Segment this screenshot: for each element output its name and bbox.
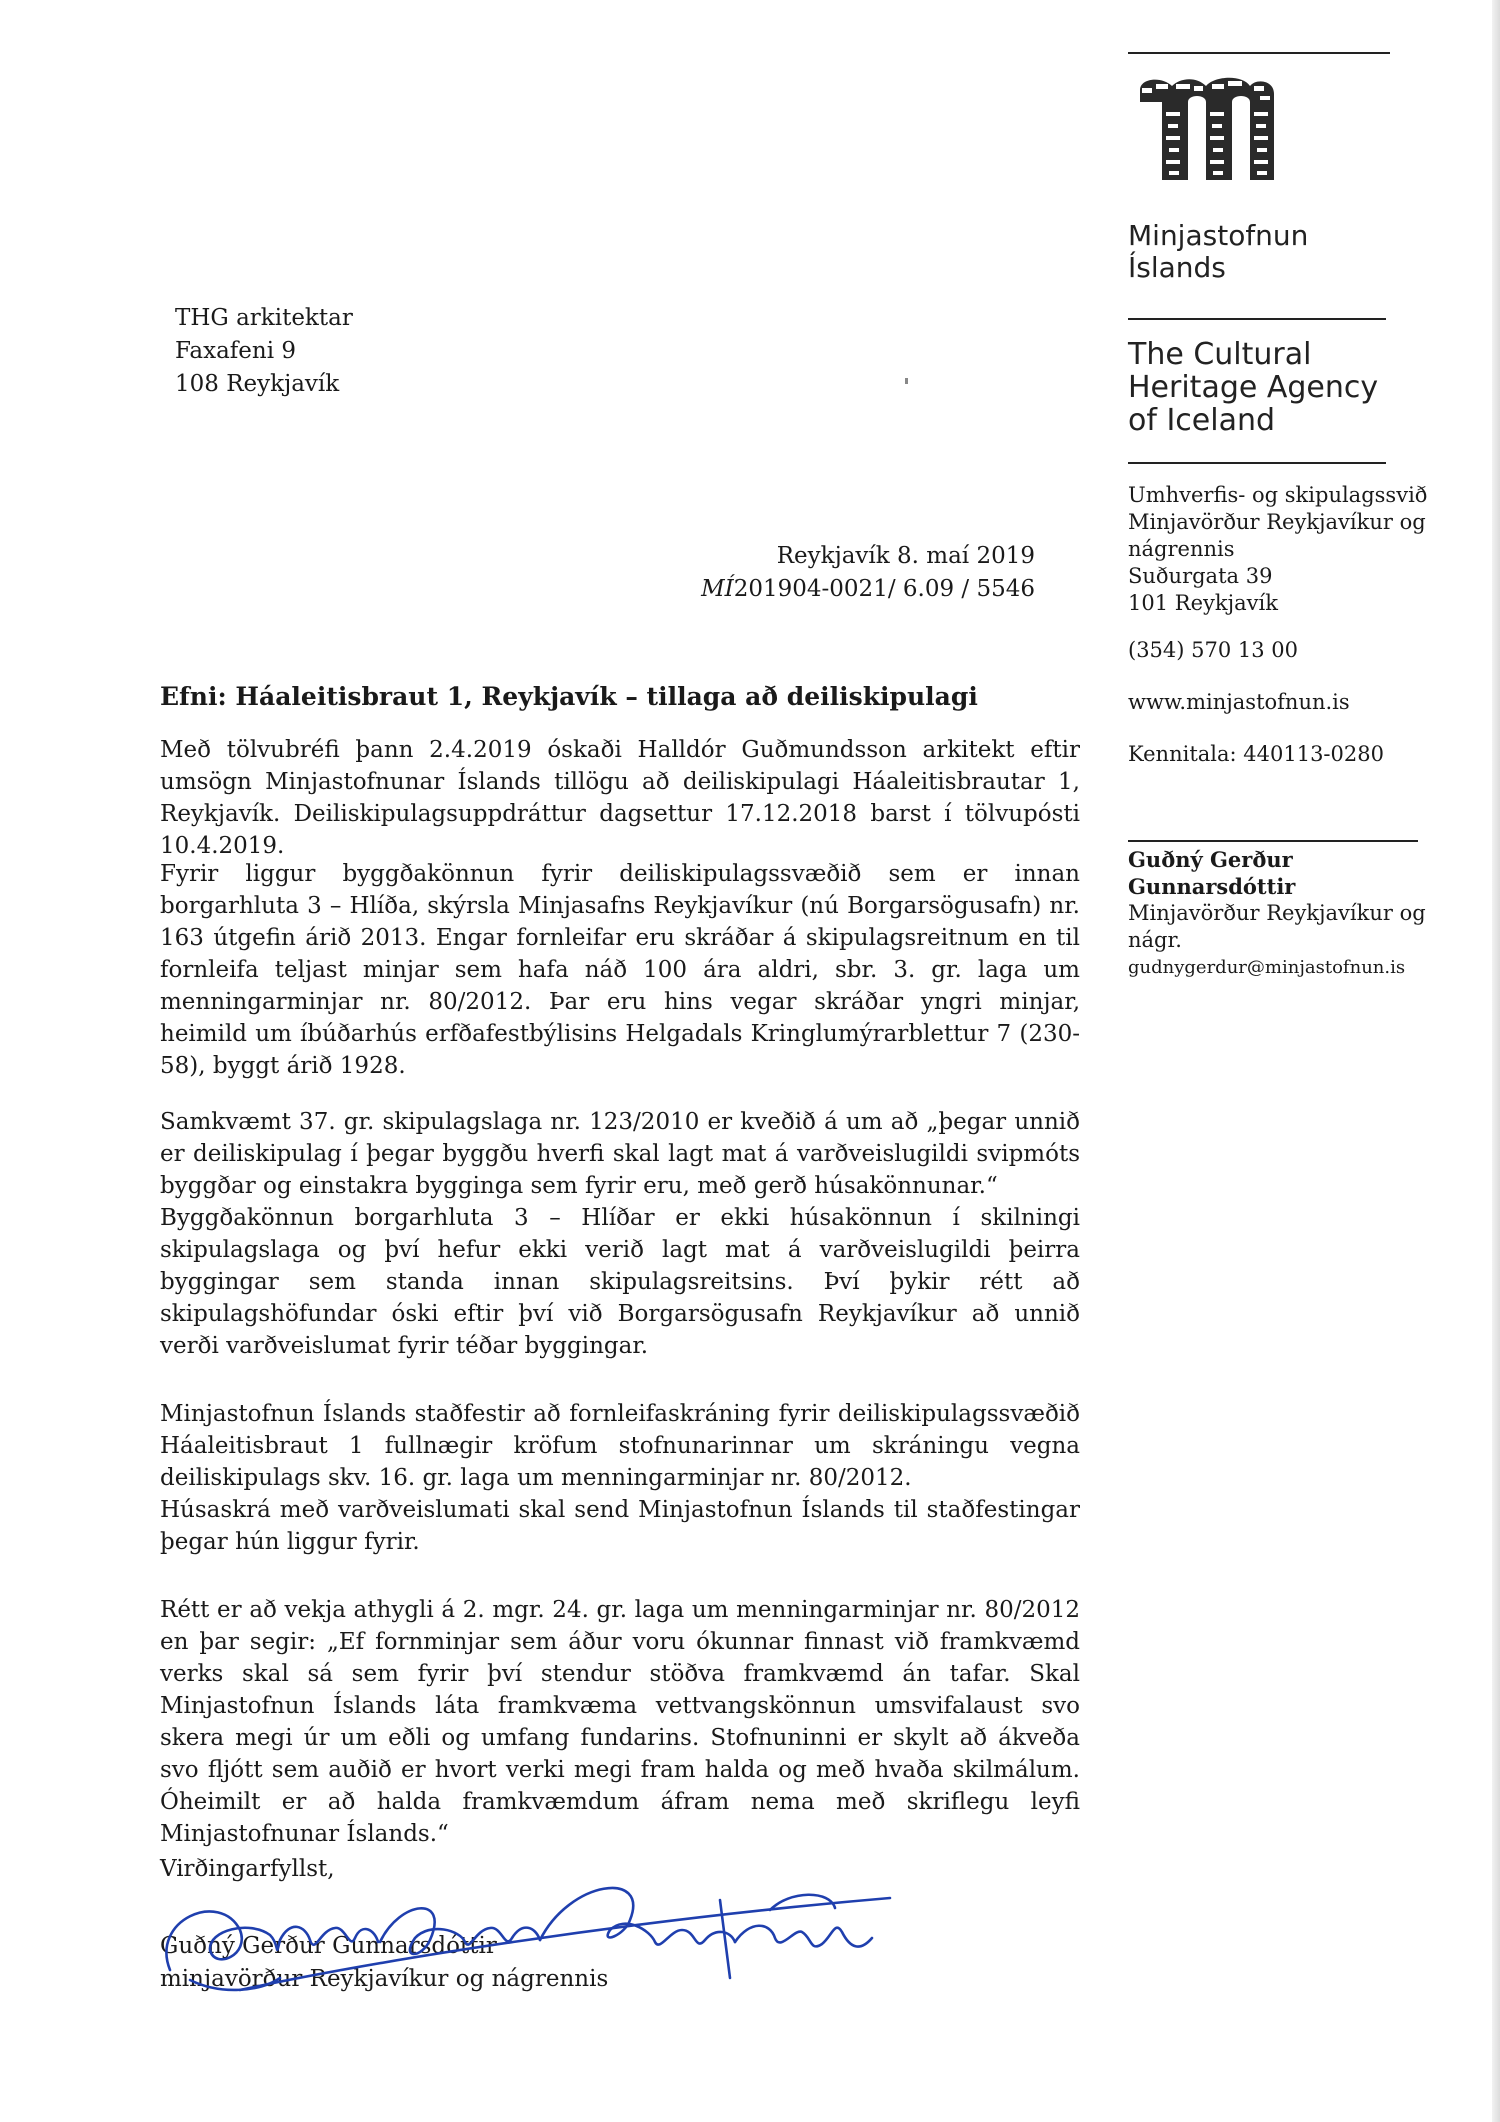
subject-line: Efni: Háaleitisbraut 1, Reykjavík – tillaga að deiliskipulagi xyxy=(160,682,978,711)
recipient-address xyxy=(175,302,353,401)
paragraph-text: Húsaskrá með varðveislumati skal send Minjastofnun Íslands til staðfestingar þegar hún liggur fyrir. xyxy=(160,1497,1080,1555)
body-paragraph-5 xyxy=(160,1594,1080,1850)
paragraph-text: Með tölvubréfi þann 2.4.2019 óskaði Halldór Guðmundsson arkitekt eftir umsögn Minjastofnunar Íslands tillögu að deiliskipulagi Háaleitisbrautar 1, Reykjavík. Deiliskipulagsuppdráttur dagsettur 17.12.2018 barst í tölvupósti 10.4.2019. xyxy=(160,737,1080,859)
paragraph-text: Rétt er að vekja athygli á 2. mgr. 24. gr. laga um menningarminjar nr. 80/2012 en þar segir: „Ef fornminjar sem áður voru ókunnar finnast við framkvæmd verks skal sá sem fyrir því stendur stöðva framkvæmd án tafar. Skal Minjastofnun Íslands láta framkvæma vettvangskönnun umsvifalaust svo skera megi úr um eðli og umfang fundarins. Stofnuninni er skylt að ákveða svo fljótt sem auðið er hvort verki megi fram halda og með hvaða skilmálum. Óheimilt er að halda framkvæmdum áfram nema með skriflegu leyfi Minjastofnunar Íslands.“ xyxy=(160,1597,1080,1847)
reference-rest: 201904-0021/ 6.09 / 5546 xyxy=(733,576,1035,602)
paragraph-text: Minjastofnun Íslands staðfestir að fornleifaskráning fyrir deiliskipulagssvæðið Háaleitisbraut 1 fullnægir kröfum stofnunarinnar um skráningu vegna deiliskipulags skv. 16. gr. laga um menningarminjar nr. 80/2012. xyxy=(160,1401,1080,1491)
contact-name: Guðný Gerður xyxy=(1128,847,1293,872)
org-name-line: Minjastofnun xyxy=(1128,219,1309,252)
kennitala: Kennitala: 440113-0280 xyxy=(1128,742,1384,766)
divider-rule xyxy=(1128,462,1386,464)
letter-date: Reykjavík 8. maí 2019 xyxy=(776,543,1035,569)
divider-rule xyxy=(1128,318,1386,320)
contact-name: Gunnarsdóttir xyxy=(1128,874,1296,899)
paragraph-text: Byggðakönnun borgarhluta 3 – Hlíðar er ekki húsakönnun í skilningi skipulagslaga og því hefur ekki verið lagt mat á varðveislugildi þeirra byggingar sem standa innan skipulagsreitsins. Því þykir rétt að skipulagshöfundar óski eftir því við Borgarsögusafn Reykjavíkur að unnið verði varðveislumat fyrir téðar byggingar. xyxy=(160,1205,1080,1359)
address-line: Suðurgata 39 xyxy=(1128,564,1273,588)
recipient-line: 108 Reykjavík xyxy=(175,371,340,397)
reference-number xyxy=(701,573,1035,606)
signatory-name: Guðný Gerður Gunnarsdóttir xyxy=(160,1933,497,1959)
org-name-icelandic xyxy=(1128,220,1308,284)
body-paragraph-4 xyxy=(160,1398,1080,1558)
department-address xyxy=(1128,482,1427,617)
signatory-title: minjavörður Reykjavíkur og nágrennis xyxy=(160,1966,609,1992)
website: www.minjastofnun.is xyxy=(1128,690,1350,714)
recipient-line: THG arkitektar xyxy=(175,305,353,331)
contact-person xyxy=(1128,846,1426,981)
reference-prefix: MÍ xyxy=(701,576,734,602)
closing-phrase: Virðingarfyllst, xyxy=(160,1856,335,1882)
handwritten-signature xyxy=(130,1860,910,2010)
org-name-line: Heritage Agency xyxy=(1128,370,1379,405)
paragraph-text: Fyrir liggur byggðakönnun fyrir deiliskipulagssvæðið sem er innan borgarhluta 3 – Hlíða, skýrsla Minjasafns Reykjavíkur (nú Borgarsögusafn) nr. 163 útgefin árið 2013. Engar fornleifar eru skráðar á skipulagsreitnum en til fornleifa teljast minjar sem hafa náð 100 ára aldri, sbr. 3. gr. laga um menningarminjar nr. 80/2012. Þar eru hins vegar skráðar yngri minjar, heimild um íbúðarhús erfðafestbýlisins Helgadals Kringlumýrarblettur 7 (230-58), byggt árið 1928. xyxy=(160,861,1080,1079)
minjastofnun-logo-icon xyxy=(1132,72,1282,190)
divider-rule xyxy=(1128,840,1418,842)
paragraph-text: Samkvæmt 37. gr. skipulagslaga nr. 123/2010 er kveðið á um að „þegar unnið er deiliskipulag í þegar byggðu hverfi skal lagt mat á varðveislugildi svipmóts byggðar og einstakra bygginga sem fyrir eru, með gerð húsakönnunar.“ xyxy=(160,1109,1080,1199)
address-line: Umhverfis- og skipulagssvið xyxy=(1128,483,1428,507)
stray-mark xyxy=(905,378,908,384)
contact-email: gudnygerdur@minjastofnun.is xyxy=(1128,957,1406,978)
org-name-line: Íslands xyxy=(1128,251,1226,284)
address-line: Minjavörður Reykjavíkur og xyxy=(1128,510,1426,534)
body-paragraph-2 xyxy=(160,858,1080,1082)
contact-role: Minjavörður Reykjavíkur og xyxy=(1128,901,1426,925)
org-name-english xyxy=(1128,338,1378,437)
body-paragraph-1 xyxy=(160,734,1080,862)
phone-number: (354) 570 13 00 xyxy=(1128,638,1299,662)
org-name-line: of Iceland xyxy=(1128,403,1276,438)
body-paragraph-3 xyxy=(160,1106,1080,1362)
address-line: nágrennis xyxy=(1128,537,1235,561)
date-reference xyxy=(701,540,1035,606)
contact-role: nágr. xyxy=(1128,928,1182,952)
recipient-line: Faxafeni 9 xyxy=(175,338,297,364)
address-line: 101 Reykjavík xyxy=(1128,591,1278,615)
divider-rule xyxy=(1128,52,1390,54)
page-edge xyxy=(1492,0,1500,2122)
org-name-line: The Cultural xyxy=(1128,337,1312,372)
